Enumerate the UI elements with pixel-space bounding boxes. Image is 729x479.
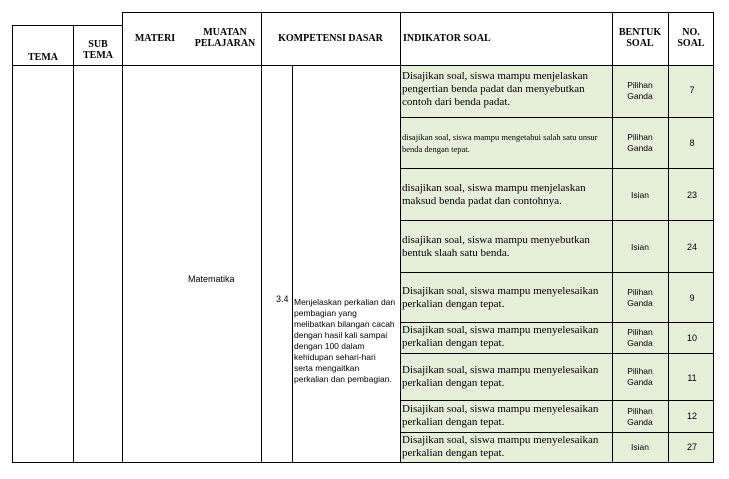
header-bentuk-soal: BENTUK SOAL bbox=[618, 27, 662, 49]
row-separator bbox=[400, 322, 714, 323]
header-no-soal: NO. SOAL bbox=[677, 27, 705, 49]
grid-line bbox=[73, 25, 74, 463]
bentuk-row-5: Pilihan Ganda bbox=[627, 287, 653, 308]
no-soal-row-4: 24 bbox=[686, 242, 697, 252]
no-soal-row-5: 9 bbox=[689, 293, 695, 303]
indikator-row-9: Disajikan soal, siswa mampu menyelesaikan perkalian dengan tepat. bbox=[402, 434, 599, 459]
bentuk-row-2: Pilihan Ganda bbox=[627, 132, 653, 153]
bentuk-row-4: Isian bbox=[631, 242, 649, 252]
grid-line bbox=[400, 12, 401, 463]
grid-line bbox=[12, 25, 122, 26]
indikator-row-3: disajikan soal, siswa mampu menjelaskan maksud benda padat dan contohnya. bbox=[402, 182, 586, 207]
row-separator bbox=[400, 272, 714, 273]
row-separator bbox=[400, 168, 714, 169]
grid-line bbox=[12, 25, 13, 463]
grid-line bbox=[12, 65, 714, 66]
row-separator bbox=[400, 400, 714, 401]
grid-line bbox=[713, 12, 714, 463]
muatan-pelajaran-value: Matematika bbox=[188, 274, 235, 284]
header-muatan-pelajaran: MUATAN PELAJARAN bbox=[194, 27, 256, 49]
row-separator bbox=[400, 117, 714, 118]
grid-line bbox=[12, 462, 714, 463]
grid-line bbox=[612, 12, 613, 463]
header-materi: MATERI bbox=[134, 33, 176, 44]
grid-line bbox=[668, 12, 669, 463]
no-soal-row-9: 27 bbox=[686, 442, 697, 452]
grid-line bbox=[122, 12, 714, 13]
no-soal-row-1: 7 bbox=[689, 85, 695, 95]
no-soal-row-7: 11 bbox=[687, 373, 697, 383]
kd-description: Menjelaskan perkalian dan pembagian yang melibatkan bilangan cacah dengan hasil kali sampai dengan 100 dalam kehidupan sehari-hari serta mengaitkan perkalian dan pembagian. bbox=[294, 297, 396, 384]
grid-line bbox=[292, 66, 293, 463]
kd-number: 3.4 bbox=[276, 294, 289, 304]
no-soal-row-6: 10 bbox=[686, 333, 697, 343]
indikator-row-8: Disajikan soal, siswa mampu menyelesaikan perkalian dengan tepat. bbox=[402, 403, 599, 428]
header-sub-tema: SUB TEMA bbox=[83, 39, 113, 61]
indikator-row-7: Disajikan soal, siswa mampu menyelesaikan perkalian dengan tepat. bbox=[402, 364, 599, 389]
bentuk-row-3: Isian bbox=[631, 190, 649, 200]
row-separator bbox=[400, 432, 714, 433]
row-separator bbox=[400, 353, 714, 354]
indikator-row-1: Disajikan soal, siswa mampu menjelaskan pengertian benda padat dan menyebutkan contoh dari benda padat. bbox=[402, 70, 589, 108]
grid-line bbox=[261, 12, 262, 463]
header-kompetensi-dasar: KOMPETENSI DASAR bbox=[278, 33, 383, 44]
indikator-row-5: Disajikan soal, siswa mampu menyelesaikan perkalian dengan tepat. bbox=[402, 285, 599, 310]
no-soal-row-2: 8 bbox=[689, 138, 695, 148]
indikator-row-4: disajikan soal, siswa mampu menyebutkan bentuk slaah satu benda. bbox=[402, 234, 590, 259]
grid-line bbox=[122, 12, 123, 463]
no-soal-row-8: 12 bbox=[686, 411, 697, 421]
row-separator bbox=[400, 220, 714, 221]
bentuk-row-6: Pilihan Ganda bbox=[627, 327, 653, 348]
bentuk-row-1: Pilihan Ganda bbox=[627, 80, 653, 101]
bentuk-row-8: Pilihan Ganda bbox=[627, 406, 653, 427]
bentuk-row-7: Pilihan Ganda bbox=[627, 366, 653, 387]
header-tema: TEMA bbox=[28, 52, 58, 63]
no-soal-row-3: 23 bbox=[686, 190, 697, 200]
indikator-row-2: disajikan soal, siswa mampu mengetahui salah satu unsur benda dengan tepat. bbox=[402, 132, 598, 154]
header-indikator-soal: INDIKATOR SOAL bbox=[403, 33, 491, 44]
bentuk-row-9: Isian bbox=[631, 442, 649, 452]
indikator-row-6: Disajikan soal, siswa mampu menyelesaikan perkalian dengan tepat. bbox=[402, 324, 599, 349]
